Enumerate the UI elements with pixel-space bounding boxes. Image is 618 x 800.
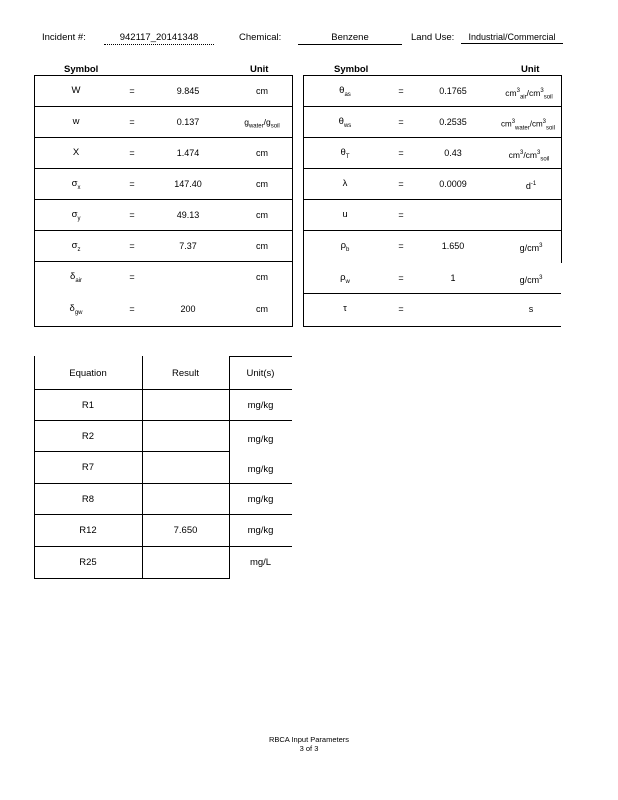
symbol-cell: $\theta_T$	[340, 147, 350, 160]
table-row-unit: mg/kg	[247, 434, 274, 445]
unit-cell: s	[528, 304, 534, 314]
equals-cell: =	[129, 86, 135, 96]
table-row	[34, 262, 292, 294]
right-table-right-border	[561, 75, 562, 263]
value-cell: 0.43	[444, 148, 462, 158]
table-row-unit: mg/kg	[247, 525, 274, 536]
value-cell	[152, 262, 224, 292]
value-cell: 49.13	[176, 210, 200, 220]
right-table-bottom-rule	[303, 326, 561, 327]
unit-cell: cm	[256, 210, 268, 220]
right-unit-header: Unit	[521, 64, 540, 75]
equals-cell: =	[129, 272, 135, 282]
equals-cell: =	[398, 273, 404, 283]
equals-cell: =	[129, 148, 135, 158]
land-use-label: Land Use:	[411, 32, 455, 43]
equals-cell: =	[129, 179, 135, 189]
table-row-equation: R7	[81, 462, 95, 473]
table-row-unit: mg/kg	[247, 494, 274, 505]
value-cell: 7.37	[179, 241, 197, 251]
value-cell: 200	[180, 304, 196, 314]
symbol-cell: w	[72, 116, 80, 127]
table-row	[303, 263, 561, 294]
equals-cell: =	[398, 148, 404, 158]
land-use-value: Industrial/Commercial	[461, 32, 563, 44]
symbol-cell: $\theta_{as}$	[339, 85, 351, 98]
table-row	[303, 107, 561, 138]
value-cell: 147.40	[174, 179, 202, 189]
eq-header-rule	[34, 389, 292, 390]
eq-header-equation: Equation	[69, 368, 107, 379]
eq-row-rule	[34, 514, 292, 515]
table-row	[303, 200, 561, 231]
incident-label: Incident #:	[42, 32, 86, 43]
table-row	[34, 231, 292, 262]
equals-cell: =	[129, 241, 135, 251]
equation-table	[34, 356, 292, 579]
unit-cell: $g/cm^3$	[519, 243, 543, 253]
unit-cell: $cm^3_{air}/cm^3_{soil}$	[505, 87, 553, 101]
equals-cell: =	[129, 304, 135, 314]
value-cell: 9.845	[176, 86, 200, 96]
unit-cell: cm	[256, 272, 268, 282]
table-row-unit: mg/kg	[247, 400, 274, 411]
left-table	[34, 76, 292, 326]
symbol-cell: W	[71, 85, 81, 96]
symbol-cell: $\delta_{gw}$	[69, 303, 83, 316]
table-row-equation: R25	[79, 557, 97, 568]
equals-cell: =	[398, 179, 404, 189]
equals-cell: =	[398, 241, 404, 251]
value-cell: 0.2535	[439, 117, 467, 127]
table-row	[34, 169, 292, 200]
unit-cell: $d^{-1}$	[525, 181, 537, 191]
unit-cell: cm	[256, 86, 268, 96]
table-row	[34, 200, 292, 231]
table-row-result: 7.650	[173, 525, 198, 536]
chemical-label: Chemical:	[239, 32, 282, 43]
table-row-equation: R12	[79, 525, 97, 536]
equals-cell: =	[398, 304, 404, 314]
table-row	[303, 294, 561, 326]
value-cell: 0.0009	[439, 179, 467, 189]
left-unit-header: Unit	[250, 64, 269, 75]
unit-cell: cm	[256, 148, 268, 158]
symbol-cell: $\sigma_x$	[71, 178, 81, 191]
table-row	[34, 76, 292, 107]
left-table-bottom-rule	[34, 326, 293, 327]
value-cell	[415, 294, 491, 324]
symbol-cell: X	[72, 147, 80, 158]
table-row-unit: mg/kg	[247, 464, 274, 475]
table-row	[34, 294, 292, 326]
value-cell: 1.650	[441, 241, 465, 251]
unit-cell: $g_{water}/g_{soil}$	[244, 117, 280, 130]
left-symbol-header: Symbol	[64, 64, 99, 75]
eq-row-rule	[34, 546, 292, 547]
table-row	[303, 76, 561, 107]
unit-cell: $g/cm^3$	[519, 275, 543, 285]
unit-cell	[503, 200, 559, 230]
footer-title: RBCA Input Parameters	[268, 735, 350, 744]
table-row	[303, 169, 561, 200]
symbol-cell: τ	[343, 303, 347, 314]
symbol-cell: $\rho_w$	[340, 272, 350, 285]
eq-header-result: Result	[172, 368, 199, 379]
table-row-equation: R2	[81, 431, 95, 442]
table-row	[303, 138, 561, 169]
right-symbol-header: Symbol	[334, 64, 369, 75]
equals-cell: =	[129, 117, 135, 127]
symbol-cell: $\sigma_y$	[71, 209, 81, 222]
footer-page: 3 of 3	[299, 744, 319, 753]
table-row	[34, 107, 292, 138]
unit-cell: cm	[256, 179, 268, 189]
value-cell: 0.1765	[439, 86, 467, 96]
symbol-cell: $\sigma_z$	[71, 240, 81, 253]
eq-row-rule	[34, 451, 229, 452]
value-cell	[415, 200, 491, 230]
table-row	[303, 231, 561, 262]
eq-row-rule	[34, 483, 292, 484]
unit-cell: $cm^3/cm^3_{soil}$	[508, 149, 550, 163]
table-row-unit: mg/L	[249, 557, 272, 568]
value-cell: 1.474	[176, 148, 200, 158]
symbol-cell: $\theta_{ws}$	[338, 116, 352, 129]
symbol-cell: $\rho_b$	[340, 240, 350, 253]
equals-cell: =	[398, 117, 404, 127]
equals-cell: =	[398, 210, 404, 220]
eq-row-rule	[34, 420, 292, 421]
table-row	[34, 138, 292, 169]
equals-cell: =	[129, 210, 135, 220]
eq-header-units: Unit(s)	[246, 368, 275, 379]
chemical-value: Benzene	[298, 32, 402, 45]
table-row-equation: R8	[81, 494, 95, 505]
value-cell: 0.137	[176, 117, 200, 127]
unit-cell: cm	[256, 241, 268, 251]
unit-cell: $cm^3_{water}/cm^3_{soil}$	[501, 119, 555, 132]
table-row-equation: R1	[81, 400, 95, 411]
symbol-cell: u	[342, 209, 348, 220]
value-cell: 1	[450, 273, 456, 283]
symbol-cell: $\delta_{air}$	[70, 271, 82, 284]
incident-value: 942117_20141348	[104, 32, 214, 45]
right-table	[303, 76, 561, 326]
symbol-cell: λ	[342, 178, 348, 189]
unit-cell: cm	[256, 304, 268, 314]
eq-border-top	[229, 356, 292, 357]
eq-border-bottom	[34, 578, 230, 579]
equals-cell: =	[398, 86, 404, 96]
